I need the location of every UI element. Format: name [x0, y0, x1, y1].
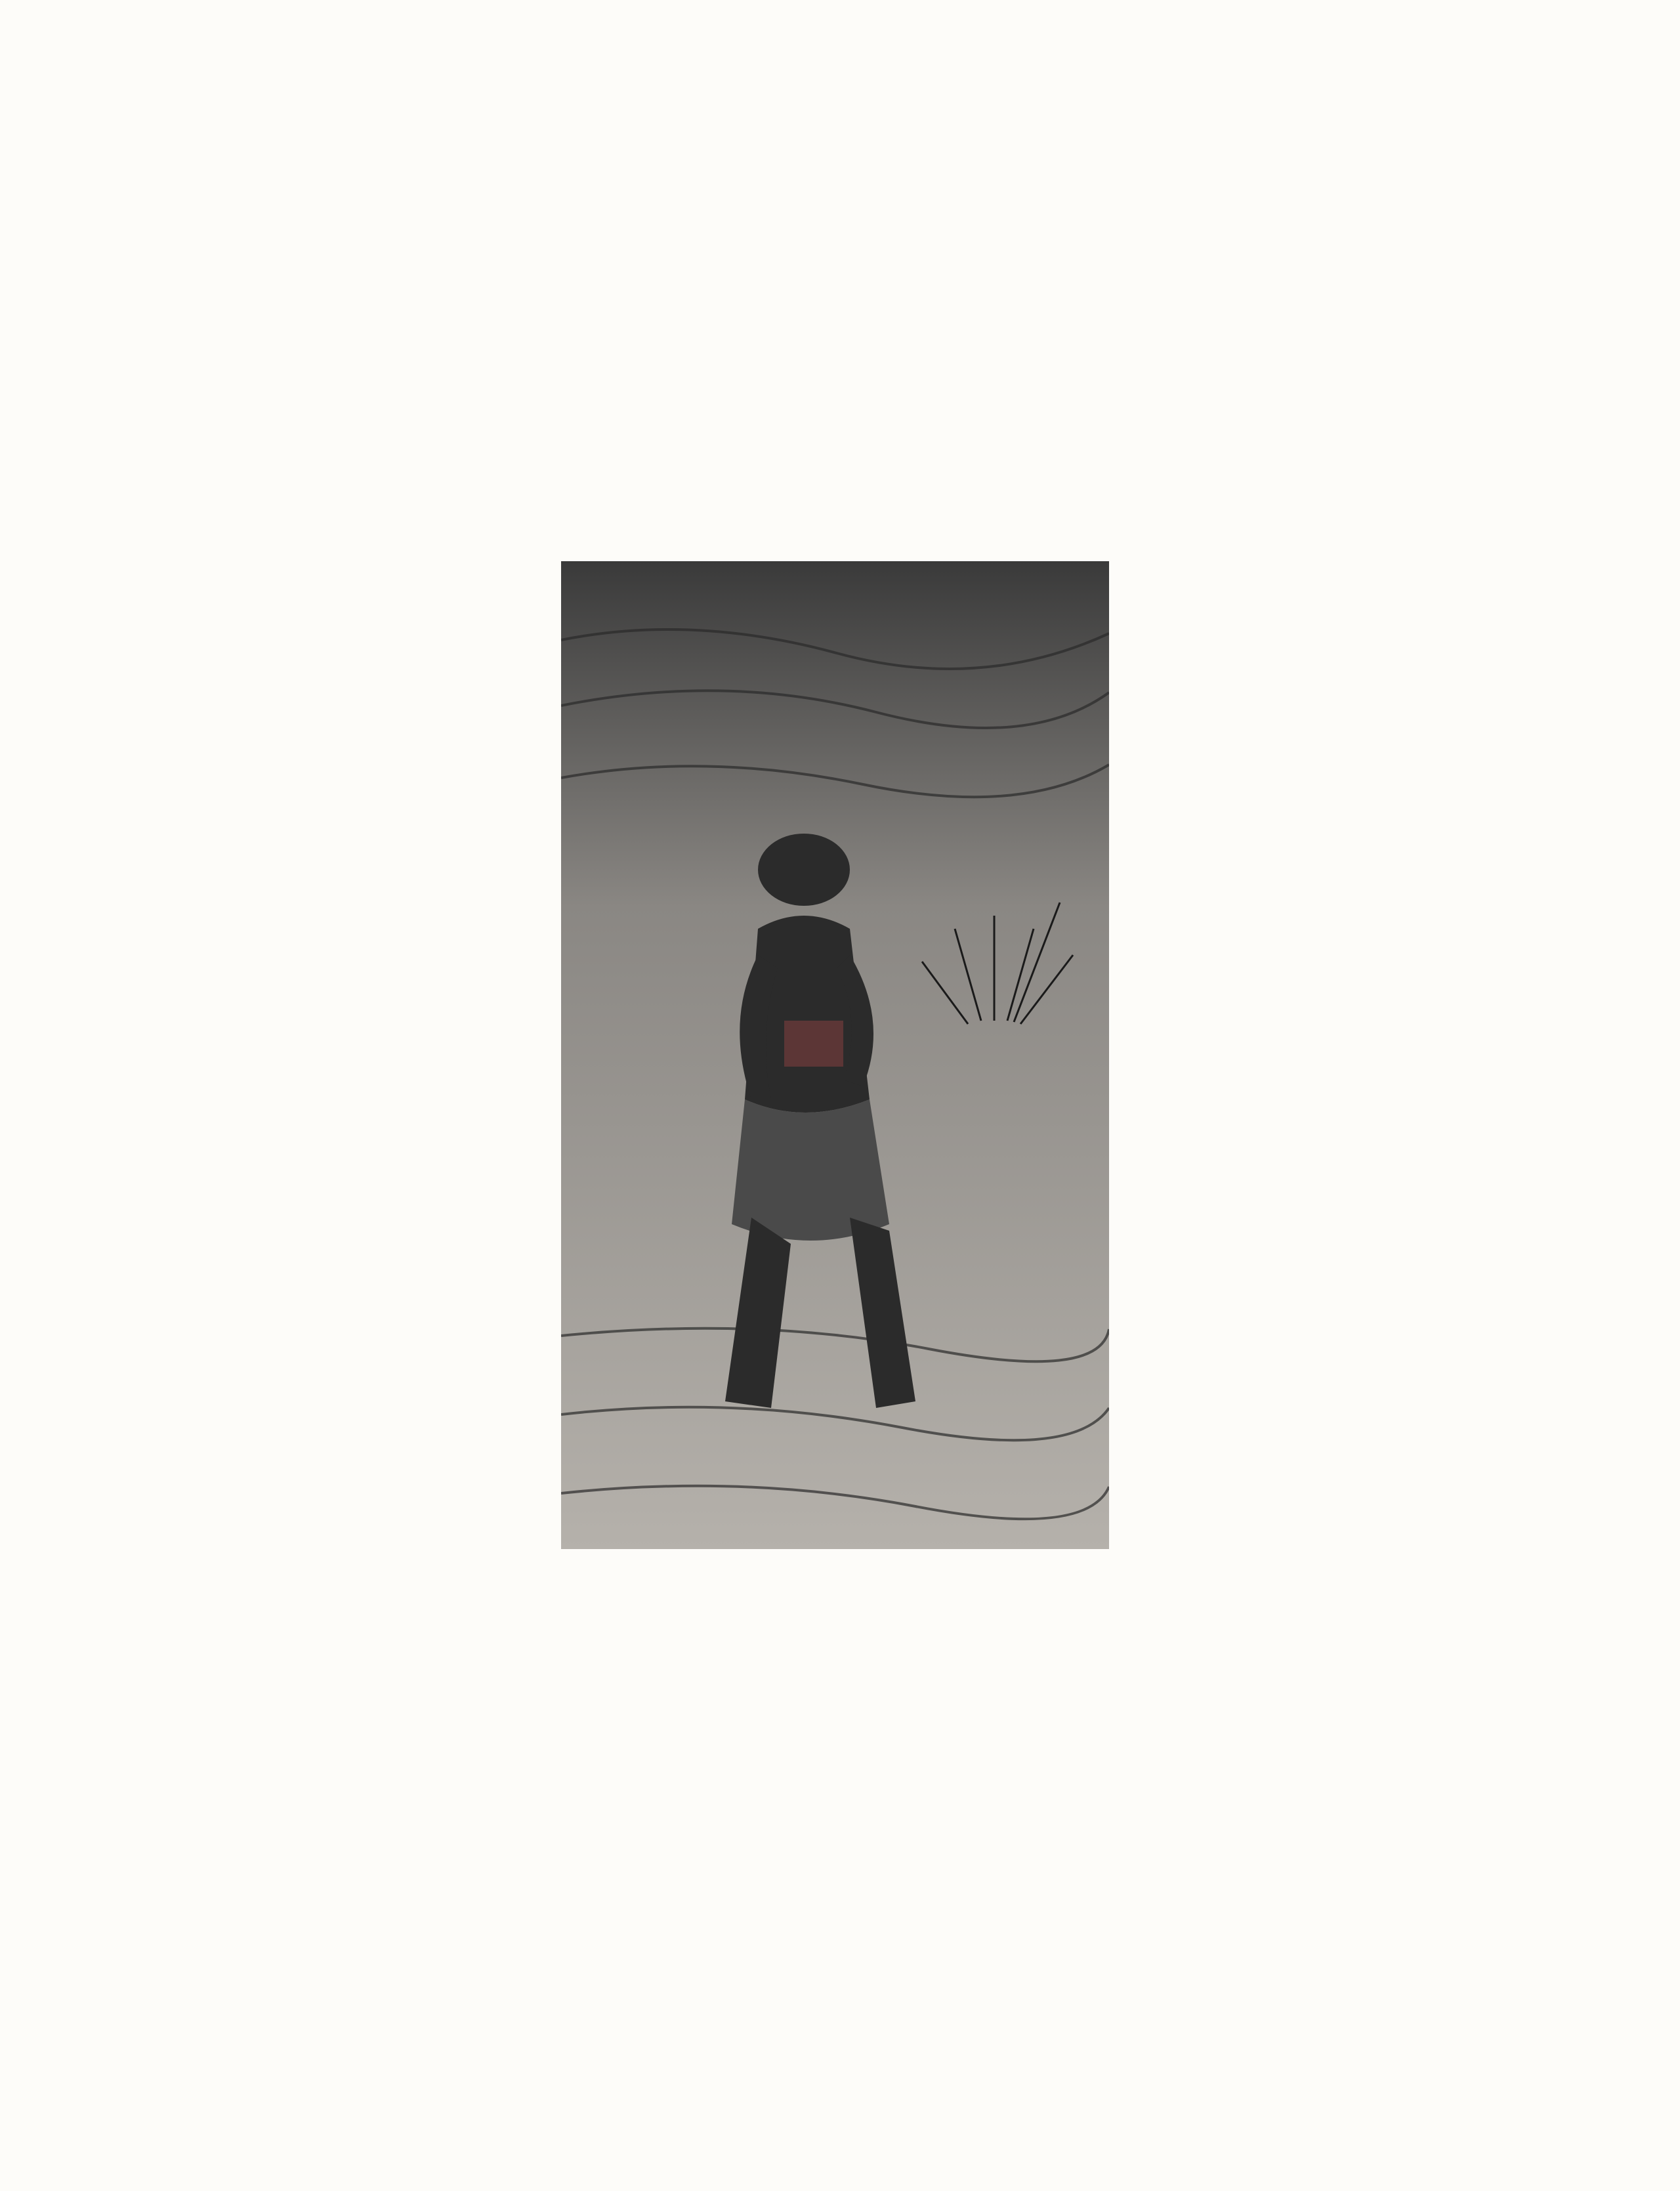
figure-sketch-icon	[561, 561, 1109, 1549]
page-number	[774, 2048, 906, 2100]
illustration	[561, 561, 1109, 1549]
dateline	[650, 2015, 742, 2054]
author-signature	[177, 2002, 374, 2061]
